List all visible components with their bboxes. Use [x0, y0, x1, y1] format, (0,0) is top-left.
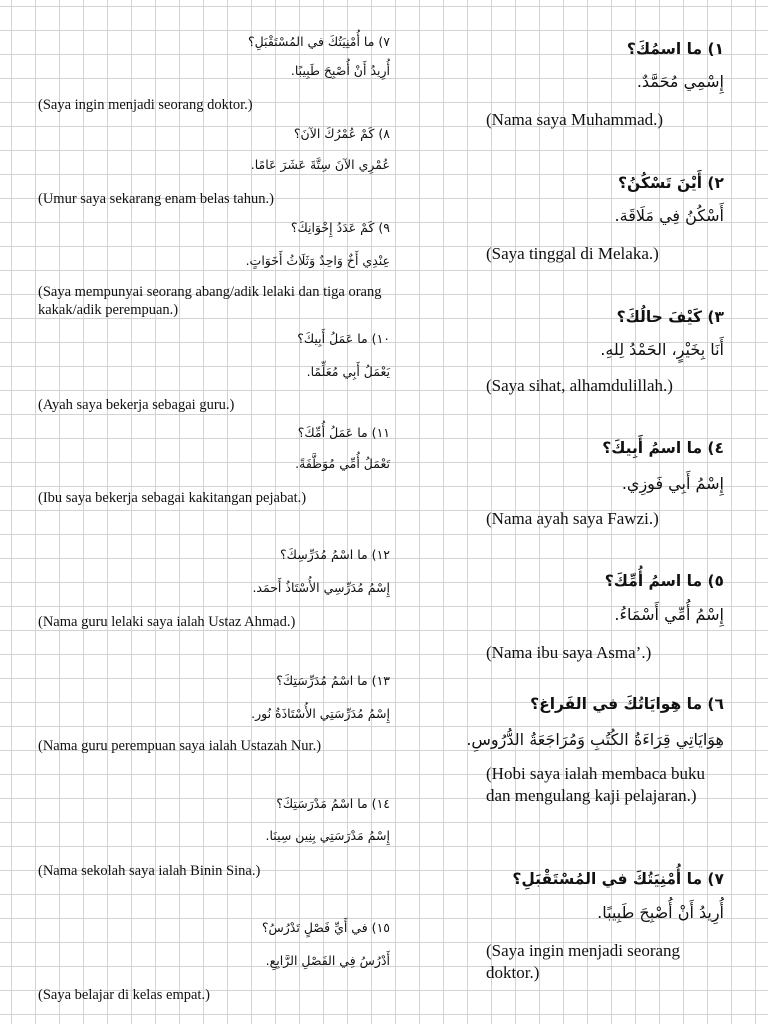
answer-3: أَنَا بِخَيْرٍ، الحَمْدُ لِلهِ.: [600, 340, 724, 359]
question-9: ٩) كَمْ عَدَدُ إِخْوَانِكَ؟: [290, 220, 390, 235]
translation-6: (Hobi saya ialah membaca buku dan mengulang kaji pelajaran.): [486, 764, 706, 805]
translation-3: (Saya sihat, alhamdulillah.): [486, 376, 673, 395]
translation-15: (Saya belajar di kelas empat.): [38, 987, 210, 1003]
answer-7-repeat: أُرِيدُ أَنْ أُصْبِحَ طَبِيبًا.: [597, 903, 724, 922]
translation-14: (Nama sekolah saya ialah Binin Sina.): [38, 863, 261, 879]
answer-5: إِسْمُ أُمِّي أَسْمَاءُ.: [614, 605, 724, 624]
translation-11: (Ibu saya bekerja sebagai kakitangan pejabat.): [38, 490, 307, 506]
translation-5: (Nama ibu saya Asma’.): [486, 643, 652, 662]
translation-10: (Ayah saya bekerja sebagai guru.): [38, 397, 235, 413]
question-7: ٧) ما أُمْنِيَتُكَ في المُسْتَقْبَلِ؟: [247, 34, 390, 49]
translation-7: (Saya ingin menjadi seorang doktor.): [38, 97, 253, 113]
answer-6: هِوَايَاتِي قِرَاءَةُ الكُتُبِ وَمُرَاجَعَةُ الدُّرُوسِ.: [466, 730, 724, 749]
question-6: ٦) ما هِوايَاتُكَ في الفَراغ؟: [530, 695, 724, 713]
question-2: ٢) أَيْنَ تَسْكُنُ؟: [618, 174, 724, 192]
question-15: ١٥) في أَيِّ فَصْلٍ تَدْرُسُ؟: [261, 920, 390, 935]
translation-9: (Saya mempunyai seorang abang/adik lelaki dan tiga orang kakak/adik perempuan.): [38, 284, 382, 318]
answer-14: إِسْمُ مَدْرَسَتِي بِنِين سِينَا.: [265, 828, 390, 843]
answer-2: أَسْكُنُ فِي مَلَاقَة.: [614, 206, 724, 225]
translation-4: (Nama ayah saya Fawzi.): [486, 509, 659, 528]
question-12: ١٢) ما اسْمُ مُدَرِّسِكَ؟: [280, 547, 390, 562]
answer-13: إِسْمُ مُدَرِّسَتِي الأُسْتَاذَةُ نُور.: [251, 706, 390, 721]
answer-9: عِنْدِي أَخٌ وَاحِدٌ وَثَلَاثُ أَخَوَاتٍ.: [245, 253, 390, 268]
answer-1: إِسْمِي مُحَمَّدٌ.: [636, 72, 724, 91]
answer-4: إِسْمُ أَبِي فَوزِي.: [621, 474, 724, 493]
answer-10: يَعْمَلُ أَبِي مُعَلِّمًا.: [306, 364, 390, 379]
question-3: ٣) كَيْفَ حالُكَ؟: [616, 308, 724, 326]
question-7-repeat: ٧) ما أُمْنِيَتُكَ في المُسْتَقْبَلِ؟: [512, 870, 724, 888]
translation-7-repeat: (Saya ingin menjadi seorang doktor.): [486, 941, 681, 982]
question-1: ١) ما اسمُكَ؟: [626, 40, 724, 58]
question-5: ٥) ما اسمُ أُمِّكَ؟: [604, 572, 724, 590]
question-14: ١٤) ما اسْمُ مَدْرَسَتِكَ؟: [276, 796, 390, 811]
answer-15: أَدْرُسُ فِي الفَصْلِ الرَّابِعِ.: [265, 953, 390, 968]
question-11: ١١) ما عَمَلُ أُمِّكَ؟: [297, 425, 390, 440]
question-10: ١٠) ما عَمَلُ أَبِيكَ؟: [297, 331, 390, 346]
answer-11: تَعْمَلُ أُمِّي مُوَظَّفَةً.: [295, 456, 390, 471]
translation-12: (Nama guru lelaki saya ialah Ustaz Ahmad.): [38, 614, 296, 630]
answer-7: أُرِيدُ أَنْ أُصْبِحَ طَبِيبًا.: [290, 63, 390, 78]
translation-13: (Nama guru perempuan saya ialah Ustazah Nur.): [38, 738, 322, 754]
question-8: ٨) كَمْ عُمْرُكَ الآنَ؟: [293, 126, 390, 141]
question-4: ٤) ما اسمُ أَبِيكَ؟: [602, 439, 724, 457]
translation-8: (Umur saya sekarang enam belas tahun.): [38, 191, 274, 207]
question-13: ١٣) ما اسْمُ مُدَرِّسَتِكَ؟: [276, 673, 390, 688]
answer-8: عُمْرِي الآنَ سِتَّةَ عَشَرَ عَامًا.: [250, 157, 390, 172]
translation-1: (Nama saya Muhammad.): [486, 110, 664, 129]
answer-12: إِسْمُ مُدَرِّسِي الأُسْتَاذُ أَحمَد.: [252, 580, 390, 595]
translation-2: (Saya tinggal di Melaka.): [486, 244, 659, 263]
